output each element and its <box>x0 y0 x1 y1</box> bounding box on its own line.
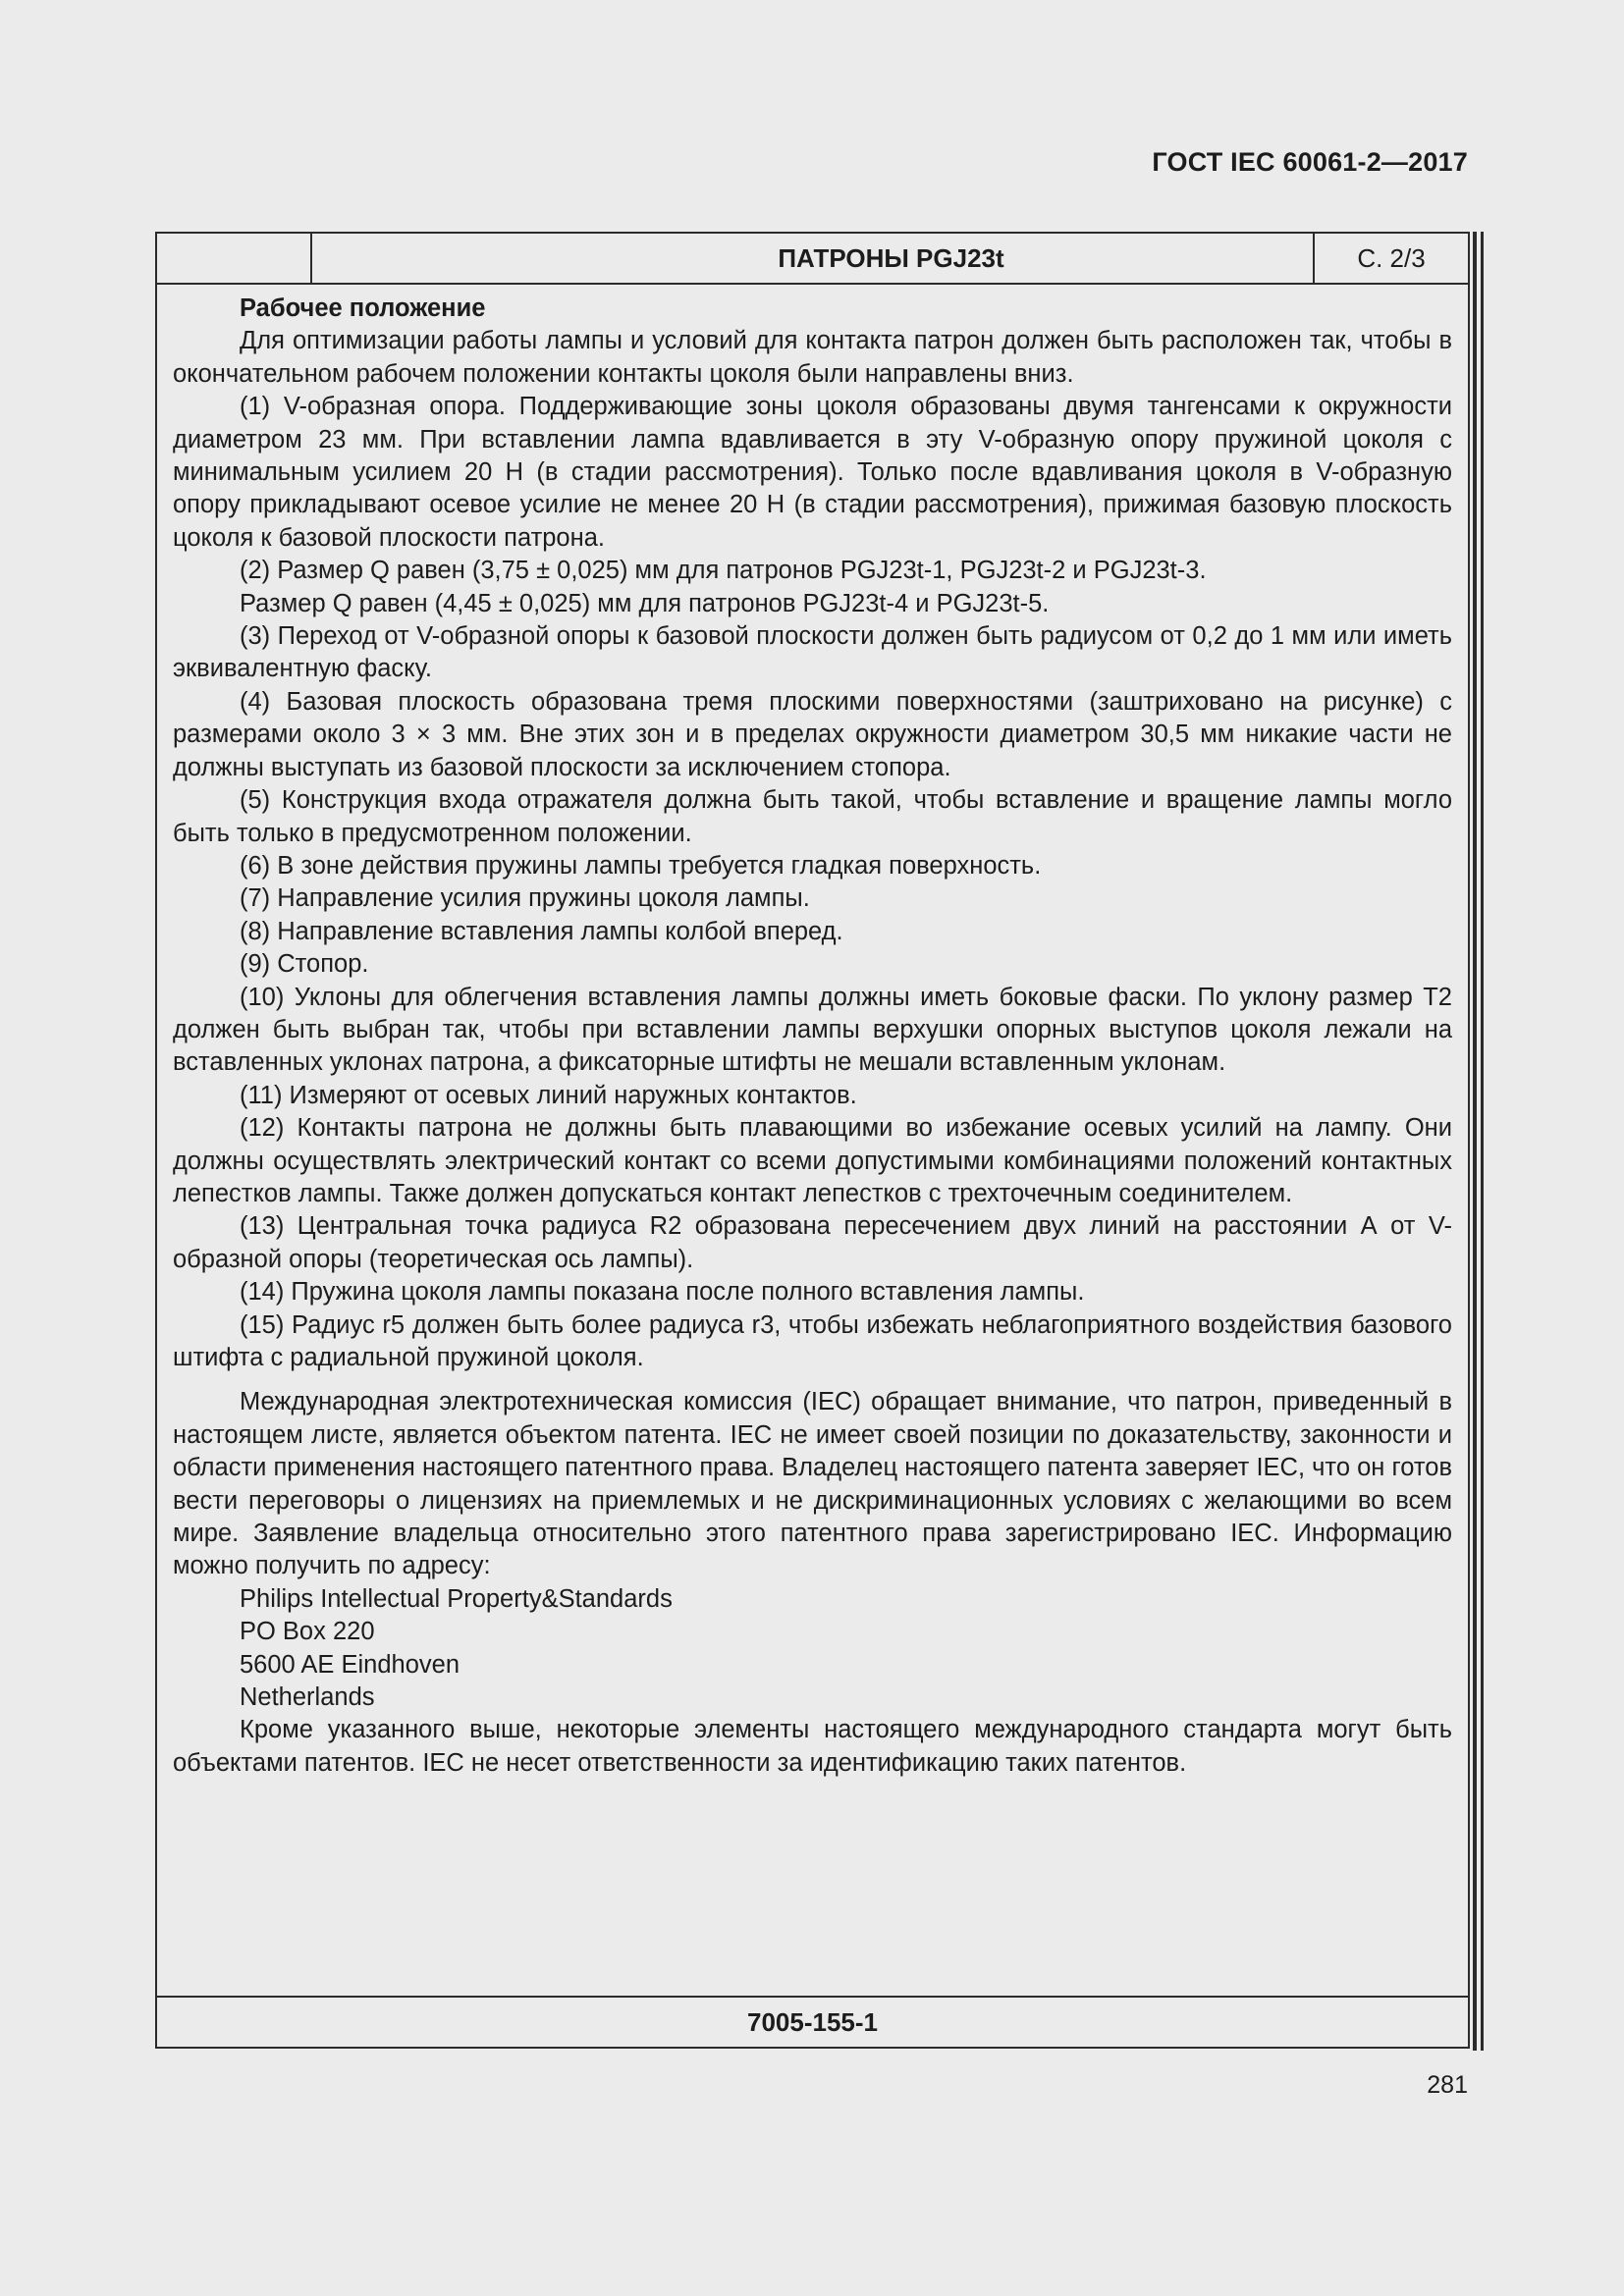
sheet-page-ref: С. 2/3 <box>1313 234 1468 283</box>
note-14: (14) Пружина цоколя лампы показана после полного вставления лампы. <box>240 1278 1085 1307</box>
frame-edge-thick <box>1473 232 1477 2051</box>
sheet-title-row <box>157 234 1468 285</box>
frame-edge-thin <box>1481 232 1484 2051</box>
note-2: (2) Размер Q равен (3,75 ± 0,025) мм для патронов PGJ23t-1, PGJ23t-2 и PGJ23t-3. <box>240 557 1207 585</box>
address-line: Netherlands <box>240 1683 375 1712</box>
note-9: (9) Стопор. <box>240 950 369 979</box>
note-6: (6) В зоне действия пружины лампы требуется гладкая поверхность. <box>240 851 1042 880</box>
note-5: (5) Конструкция входа отражателя должна быть такой, чтобы вставление и вращение лампы могло быть только в предусмотренном положении. <box>173 786 1452 847</box>
sheet-content <box>173 293 1452 1780</box>
note-12: (12) Контакты патрона не должны быть плавающими во избежание осевых усилий на лампу. Они должны осуществлять электрический контакт со всеми допустимыми комбинациями положений контактных лепестков лампы. Также должен допускаться контакт лепестков с трехточечным соединителем. <box>173 1114 1452 1207</box>
sheet-code: 7005-155-1 <box>157 1996 1468 2047</box>
note-4: (4) Базовая плоскость образована тремя плоскими поверхностями (заштриховано на рисунке) с размерами около 3 × 3 мм. Вне этих зон и в пределах окружности диаметром 30,5 мм никакие части не должны выступать из базовой плоскости за исключением стопора. <box>173 687 1452 781</box>
address-line: Philips Intellectual Property&Standards <box>240 1584 673 1613</box>
standard-sheet-frame <box>155 232 1470 2049</box>
note-10: (10) Уклоны для облегчения вставления лампы должны иметь боковые фаски. По уклону размер Т2 должен быть выбран так, чтобы при вставлении лампы верхушки опорных выступов цоколя лежали на вставленных уклонах патрона, а фиксаторные штифты не мешали вставленным уклонам. <box>173 983 1452 1077</box>
paragraph-intro: Для оптимизации работы лампы и условий для контакта патрон должен быть расположен так, чтобы в окончательном рабочем положении контакты цоколя были направлены вниз. <box>173 327 1452 388</box>
closing-paragraph: Кроме указанного выше, некоторые элементы настоящего международного стандарта могут быть объектами патентов. IEC не несет ответственности за идентификацию таких патентов. <box>173 1716 1452 1777</box>
sheet-title: ПАТРОНЫ PGJ23t <box>778 242 1004 273</box>
note-8: (8) Направление вставления лампы колбой вперед. <box>240 917 843 945</box>
note-3: (3) Переход от V-образной опоры к базовой плоскости должен быть радиусом от 0,2 до 1 мм или иметь эквивалентную фаску. <box>173 622 1452 683</box>
page-number: 281 <box>1427 2071 1468 2099</box>
address-line: PO Box 220 <box>240 1618 375 1646</box>
document-standard-header: ГОСТ IEC 60061-2—2017 <box>1152 147 1468 177</box>
note-11: (11) Измеряют от осевых линий наружных контактов. <box>240 1081 857 1109</box>
section-title: Рабочее положение <box>240 294 486 322</box>
patent-notice: Международная электротехническая комиссия (IEC) обращает внимание, что патрон, приведенный в настоящем листе, является объектом патента. IEC не имеет своей позиции по доказательству, законности и области применения настоящего патентного права. Владелец настоящего патента заверяет IEC, что он готов вести переговоры о лицензиях на приемлемых и не дискриминационных условиях с желающими во всем мире. Заявление владельца относительно этого патентного права зарегистрировано IEC. Информацию можно получить по адресу: <box>173 1388 1452 1580</box>
address-line: 5600 AE Eindhoven <box>240 1650 460 1679</box>
title-left-cell <box>157 234 312 283</box>
note-7: (7) Направление усилия пружины цоколя лампы. <box>240 884 810 913</box>
note-15: (15) Радиус r5 должен быть более радиуса r3, чтобы избежать неблагоприятного воздействия базового штифта с радиальной пружиной цоколя. <box>173 1310 1452 1371</box>
note-13: (13) Центральная точка радиуса R2 образована пересечением двух линий на расстоянии А от V-образной опоры (теоретическая ось лампы). <box>173 1212 1452 1273</box>
note-1: (1) V-образная опора. Поддерживающие зоны цоколя образованы двумя тангенсами к окружности диаметром 23 мм. При вставлении лампа вдавливается в эту V-образную опору пружиной цоколя с минимальным усилием 20 Н (в стадии рассмотрения). Только после вдавливания цоколя в V-образную опору прикладывают осевое усилие не менее 20 Н (в стадии рассмотрения), прижимая базовую плоскость цоколя к базовой плоскости патрона. <box>173 393 1452 552</box>
note-2-continued: Размер Q равен (4,45 ± 0,025) мм для патронов PGJ23t-4 и PGJ23t-5. <box>240 589 1050 617</box>
